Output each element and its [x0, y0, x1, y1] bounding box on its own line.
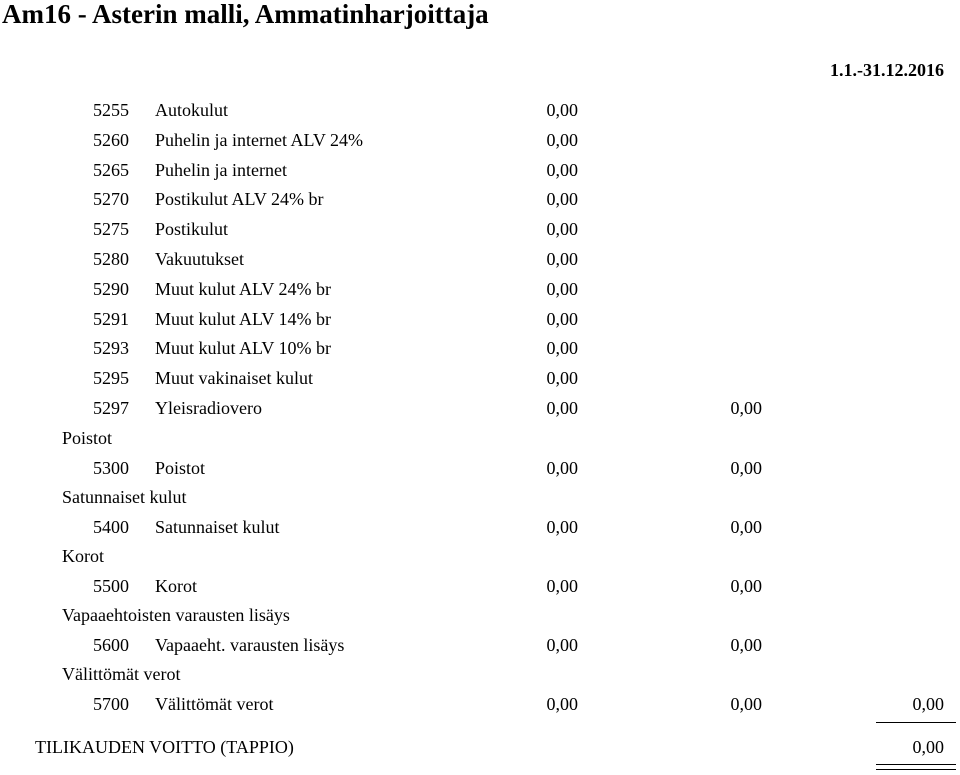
account-row: [0, 458, 960, 480]
group-heading: [0, 428, 960, 450]
account-amount: 0,00: [546, 694, 578, 714]
account-code: 5295: [93, 368, 129, 389]
subtotal-amount: 0,00: [730, 694, 762, 714]
account-row: [0, 338, 960, 360]
subtotal-amount: 0,00: [730, 458, 762, 478]
account-name: Muut vakinaiset kulut: [155, 368, 313, 389]
group-heading: [0, 605, 960, 627]
account-code: 5290: [93, 278, 129, 299]
group-heading: [0, 664, 960, 686]
account-name: Poistot: [155, 458, 206, 478]
account-name: Yleisradiovero: [155, 398, 262, 418]
account-code: 5300: [93, 458, 129, 478]
account-name: Puhelin ja internet ALV 24%: [155, 129, 363, 150]
account-name: Muut kulut ALV 10% br: [155, 338, 332, 359]
account-name: Postikulut ALV 24% br: [155, 189, 324, 210]
account-name: Satunnaiset kulut: [155, 517, 280, 537]
account-amount: 0,00: [546, 219, 578, 240]
group-heading-label: Poistot: [62, 428, 113, 448]
result-label: TILIKAUDEN VOITTO (TAPPIO): [35, 737, 294, 757]
account-amount: 0,00: [546, 398, 578, 418]
account-code: 5255: [93, 100, 129, 120]
subtotal-amount: 0,00: [730, 576, 762, 596]
account-amount: 0,00: [546, 576, 578, 596]
account-row: [0, 279, 960, 301]
account-name: Postikulut: [155, 219, 229, 240]
account-row: [0, 160, 960, 182]
account-code: 5291: [93, 308, 129, 329]
total-amount: 0,00: [912, 694, 944, 714]
account-code: 5700: [93, 694, 129, 714]
account-amount: 0,00: [546, 368, 578, 389]
account-amount: 0,00: [546, 338, 578, 359]
group-heading-label: Korot: [62, 546, 104, 566]
account-amount: 0,00: [546, 517, 578, 537]
account-code: 5280: [93, 249, 129, 269]
account-name: Autokulut: [155, 100, 229, 120]
account-row: [0, 249, 960, 271]
group-heading-label: Välittömät verot: [62, 664, 181, 684]
account-name: Vapaaeht. varausten lisäys: [155, 635, 345, 655]
account-row: [0, 309, 960, 331]
page-title: Am16 - Asterin malli, Ammatinharjoittaja: [2, 0, 489, 29]
account-name: Välittömät verot: [155, 694, 274, 714]
account-amount: 0,00: [546, 635, 578, 655]
double-underline-top: [876, 764, 956, 765]
account-code: 5400: [93, 517, 129, 537]
account-amount: 0,00: [546, 189, 578, 210]
account-row: [0, 100, 960, 122]
account-amount: 0,00: [546, 159, 578, 180]
account-row: [0, 189, 960, 211]
account-name: Puhelin ja internet: [155, 159, 287, 180]
group-heading-label: Satunnaiset kulut: [62, 487, 187, 507]
account-row: [0, 694, 960, 716]
account-amount: 0,00: [546, 100, 578, 120]
account-name: Vakuutukset: [155, 249, 244, 269]
total-underline: [876, 722, 956, 723]
group-heading-label: Vapaaehtoisten varausten lisäys: [62, 605, 290, 625]
account-row: [0, 517, 960, 539]
account-amount: 0,00: [546, 249, 578, 269]
account-row: [0, 368, 960, 390]
account-code: 5260: [93, 129, 129, 150]
account-code: 5270: [93, 189, 129, 210]
account-row: [0, 219, 960, 241]
account-code: 5275: [93, 219, 129, 240]
account-code: 5297: [93, 398, 129, 418]
result-amount: 0,00: [912, 737, 944, 757]
account-amount: 0,00: [546, 278, 578, 299]
account-amount: 0,00: [546, 129, 578, 150]
subtotal-amount: 0,00: [730, 635, 762, 655]
double-underline-bottom: [876, 769, 956, 770]
group-heading: [0, 487, 960, 509]
account-amount: 0,00: [546, 308, 578, 329]
account-code: 5600: [93, 635, 129, 655]
account-row: [0, 576, 960, 598]
report-period: 1.1.-31.12.2016: [830, 60, 944, 80]
account-name: Korot: [155, 576, 197, 596]
account-name: Muut kulut ALV 24% br: [155, 278, 332, 299]
subtotal-amount: 0,00: [730, 517, 762, 537]
subtotal-amount: 0,00: [730, 398, 762, 418]
account-code: 5265: [93, 159, 129, 180]
account-amount: 0,00: [546, 458, 578, 478]
account-code: 5293: [93, 338, 129, 359]
account-row: [0, 635, 960, 657]
account-code: 5500: [93, 576, 129, 596]
account-row: [0, 130, 960, 152]
group-heading: [0, 546, 960, 568]
account-row: [0, 398, 960, 420]
account-name: Muut kulut ALV 14% br: [155, 308, 332, 329]
